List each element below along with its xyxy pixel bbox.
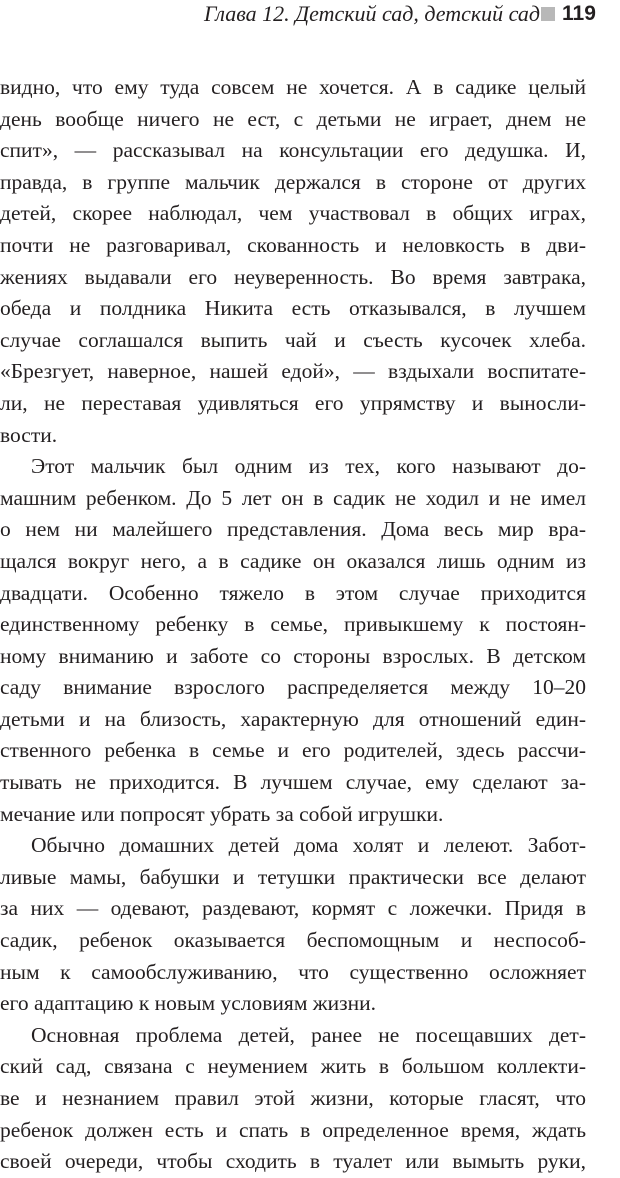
paragraph-1-line: случае соглашался выпить чай и съесть кусочек хлеба. [0,327,586,352]
paragraph-3-line: ным к самообслуживанию, что существенно осложняет [0,959,586,984]
paragraph-2-line: о нем ни малейшего представления. Дома весь мир вра- [0,517,586,542]
paragraph-2-line: ному вниманию и заботе со стороны взрослых. В детском [0,643,586,668]
paragraph-1-line: «Брезгует, наверное, нашей едой», — вздыхали воспитате- [0,359,586,384]
paragraph-2-line: щался вокруг него, а в садике он оказался лишь одним из [0,548,586,573]
paragraph-2-line: детьми и на близость, характерную для отношений един- [0,706,586,731]
paragraph-1-line: ли, не переставая удивляться его упрямству и выносли- [0,390,586,415]
paragraph-2-line: Этот мальчик был одним из тех, кого называют до- [31,454,586,479]
paragraph-2-line: саду внимание взрослого распределяется между 10–20 [0,675,586,700]
paragraph-1-line: почти не разговаривал, скованность и неловкость в дви- [0,232,586,257]
paragraph-3-line: Обычно домашних детей дома холят и лелеют. Забот- [31,833,586,858]
paragraph-3-line: за них — одевают, раздевают, кормят с ложечки. Придя в [0,896,586,921]
paragraph-2-line: машним ребенком. До 5 лет он в садик не ходил и не имел [0,485,586,510]
running-head [0,0,620,30]
paragraph-3-line: садик, ребенок оказывается беспомощным и неспособ- [0,928,586,953]
page-number: 119 [562,2,596,25]
paragraph-1-line: вости. [0,422,58,447]
paragraph-2-line: единственному ребенку в семье, привыкшему к постоян- [0,612,586,637]
header-square-marker [541,7,555,21]
paragraph-2-line: мечание или попросят убрать за собой игрушки. [0,801,444,826]
paragraph-1-line: жениях выдавали его неуверенность. Во время завтрака, [0,264,586,289]
paragraph-2-line: ственного ребенка в семье и его родителей, здесь рассчи- [0,738,586,763]
paragraph-1-line: видно, что ему туда совсем не хочется. А в садике целый [0,75,586,99]
paragraph-4-line: ве и незнанием правил этой жизни, которые гласят, что [0,1086,586,1110]
paragraph-3-line: ливые мамы, бабушки и тетушки практически все делают [0,864,586,889]
paragraph-1-line: правда, в группе мальчик держался в стороне от других [0,169,586,194]
paragraph-3-line: его адаптацию к новым условиям жизни. [0,991,377,1016]
paragraph-4-line: своей очереди, чтобы сходить в туалет или вымыть руки, [0,1149,586,1174]
paragraph-4-line: Основная проблема детей, ранее не посещавших дет- [31,1022,586,1047]
paragraph-4-line: ребенок должен есть и спать в определенное время, ждать [0,1117,586,1142]
chapter-title: Глава 12. Детский сад, детский сад [204,1,540,26]
paragraph-1-line: детей, скорее наблюдал, чем участвовал в общих играх, [0,201,586,226]
paragraph-4-line: ский сад, связана с неумением жить в большом коллекти- [0,1054,586,1079]
paragraph-2-line: двадцати. Особенно тяжело в этом случае приходится [0,580,586,605]
body-text [0,72,586,1178]
paragraph-1-line: спит», — рассказывал на консультации его дедушка. И, [0,138,586,163]
paragraph-2-line: тывать не приходится. В лучшем случае, ему сделают за- [0,770,586,795]
paragraph-1-line: обеда и полдника Никита есть отказывался, в лучшем [0,296,586,321]
paragraph-1-line: день вообще ничего не ест, с детьми не играет, днем не [0,106,586,131]
